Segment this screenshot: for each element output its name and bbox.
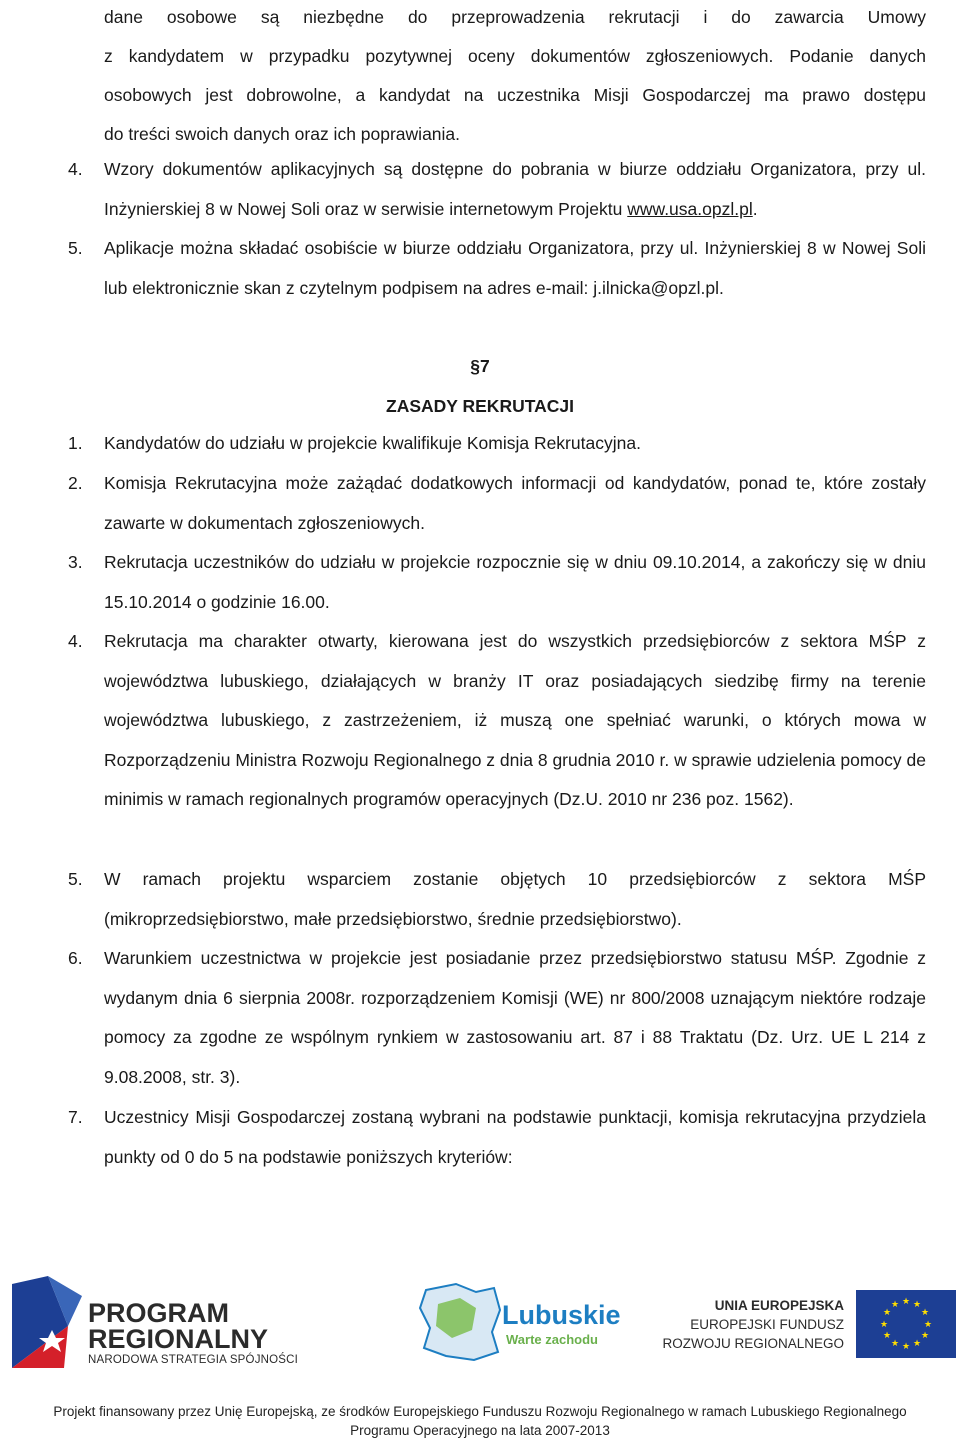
svg-text:★: ★ <box>901 1297 911 1307</box>
item-text: Warunkiem uczestnictwa w projekcie jest posiadanie przez przedsiębiorstwo statusu MŚP. Zgodnie z wydanym dnia 6 sierpnia 2008r. rozporządzeniem Komisji (WE) nr 800/2008 uznającym niektóre rodzaje pomocy za zgodne ze wspólnym rynkiem w zastosowaniu art. 87 i 88 Traktatu (Dz. Urz. UE L 214 z 9.08.2008, str. 3). <box>104 948 926 1087</box>
list-item <box>68 622 926 820</box>
item-number: 7. <box>68 1107 83 1127</box>
intro-paragraph <box>104 0 926 154</box>
item-text: Kandydatów do udziału w projekcie kwalifikuje Komisja Rekrutacyjna. <box>104 433 641 453</box>
item-number: 4. <box>68 631 83 651</box>
lubuskie-map-icon <box>416 1282 504 1362</box>
eu-logo-line: EUROPEJSKI FUNDUSZ <box>690 1317 844 1332</box>
item-text: Rekrutacja ma charakter otwarty, kierowana jest do wszystkich przedsiębiorców z sektora MŚP z województwa lubuskiego, działających w branży IT oraz posiadających siedzibę firmy na terenie województwa lubuskiego, z zastrzeżeniem, iż muszą one spełniać warunki, o których mowa w Rozporządzeniu Ministra Rozwoju Regionalnego z dnia 8 grudnia 2010 r. w sprawie udzielenia pomocy de minimis w ramach regionalnych programów operacyjnych (Dz.U. 2010 nr 236 poz. 1562). <box>104 631 927 809</box>
item-text: Uczestnicy Misji Gospodarczej zostaną wybrani na podstawie punktacji, komisja rekrutacyjna przydziela punkty od 0 do 5 na podstawie poniższych kryteriów: <box>104 1107 926 1167</box>
item-text: Komisja Rekrutacyjna może zażądać dodatkowych informacji od kandydatów, ponad te, które zostały zawarte w dokumentach zgłoszeniowych. <box>104 473 926 533</box>
intro-line: osobowych jest dobrowolne, a kandydat na uczestnika Misji Gospodarczej ma prawo dostępu <box>104 85 926 105</box>
eu-logo-text <box>660 1296 844 1353</box>
svg-text:★: ★ <box>882 1308 892 1318</box>
lubuskie-logo-name: Lubuskie <box>502 1300 621 1330</box>
item-text <box>104 150 926 229</box>
svg-text:★: ★ <box>920 1331 930 1341</box>
footer-line: Programu Operacyjnego na lata 2007-2013 <box>350 1423 610 1438</box>
list-item <box>68 150 926 229</box>
svg-text:★: ★ <box>890 1300 900 1310</box>
item-number: 2. <box>68 473 83 493</box>
program-logo-subtitle: NARODOWA STRATEGIA SPÓJNOŚCI <box>88 1354 299 1366</box>
svg-text:★: ★ <box>890 1339 900 1349</box>
item-number: 4. <box>68 159 83 179</box>
item-text: Aplikacje można składać osobiście w biurze oddziału Organizatora, przy ul. Inżynierskiej 8 w Nowej Soli lub elektronicznie skan z czytelnym podpisem na adres e-mail: j.ilnicka@opzl.pl. <box>104 238 926 298</box>
footer-text <box>0 1402 960 1440</box>
eu-flag-icon <box>856 1290 956 1358</box>
list-item <box>68 860 926 939</box>
website-link[interactable]: www.usa.opzl.pl <box>627 198 753 219</box>
section-title: ZASADY REKRUTACJI <box>386 396 574 416</box>
program-regionalny-emblem-icon <box>12 1276 82 1368</box>
item-number: 6. <box>68 948 83 968</box>
svg-text:★: ★ <box>882 1331 892 1341</box>
eu-logo-line: UNIA EUROPEJSKA <box>714 1298 844 1313</box>
program-logo-text <box>88 1300 268 1352</box>
list-item <box>68 543 926 622</box>
svg-text:★: ★ <box>912 1300 922 1310</box>
item-text-part: . <box>752 198 758 219</box>
list-item <box>68 424 926 464</box>
item-text: W ramach projektu wsparciem zostanie objętych 10 przedsiębiorców z sektora MŚP (mikroprzedsiębiorstwo, małe przedsiębiorstwo, średnie przedsiębiorstwo). <box>104 869 926 929</box>
intro-line: dane osobowe są niezbędne do przeprowadzenia rekrutacji i do zawarcia Umowy <box>104 7 926 27</box>
intro-line: do treści swoich danych oraz ich poprawiania. <box>104 124 461 144</box>
lubuskie-logo-tagline: Warte zachodu <box>506 1332 598 1347</box>
intro-line: z kandydatem w przypadku pozytywnej oceny dokumentów zgłoszeniowych. Podanie danych <box>104 46 926 66</box>
program-logo-line: REGIONALNY <box>88 1324 269 1354</box>
list-item <box>68 1098 926 1177</box>
item-number: 3. <box>68 552 83 572</box>
item-number: 1. <box>68 433 83 453</box>
footer-line: Projekt finansowany przez Unię Europejską, ze środków Europejskiego Funduszu Rozwoju Regionalnego w ramach Lubuskiego Regionalnego <box>53 1404 907 1419</box>
item-number: 5. <box>68 869 83 889</box>
item-text-part: Wzory dokumentów aplikacyjnych są dostępne do pobrania w biurze oddziału Organizatora, przy ul. Inżynierskiej 8 w Nowej Soli oraz w serwisie internetowym Projektu <box>104 159 926 219</box>
svg-text:★: ★ <box>912 1339 922 1349</box>
svg-text:★: ★ <box>923 1320 933 1330</box>
program-logo-line: PROGRAM <box>88 1298 229 1328</box>
list-item <box>68 229 926 308</box>
item-text: Rekrutacja uczestników do udziału w projekcie rozpocznie się w dniu 09.10.2014, a zakończy się w dniu 15.10.2014 o godzinie 16.00. <box>104 552 926 612</box>
svg-text:★: ★ <box>879 1320 889 1330</box>
footer-logos <box>0 1272 960 1382</box>
section-number: §7 <box>470 356 490 376</box>
svg-text:★: ★ <box>920 1308 930 1318</box>
item-number: 5. <box>68 238 83 258</box>
svg-text:★: ★ <box>901 1342 911 1352</box>
list-item <box>68 939 926 1097</box>
eu-logo-line: ROZWOJU REGIONALNEGO <box>662 1336 844 1351</box>
list-item <box>68 464 926 543</box>
